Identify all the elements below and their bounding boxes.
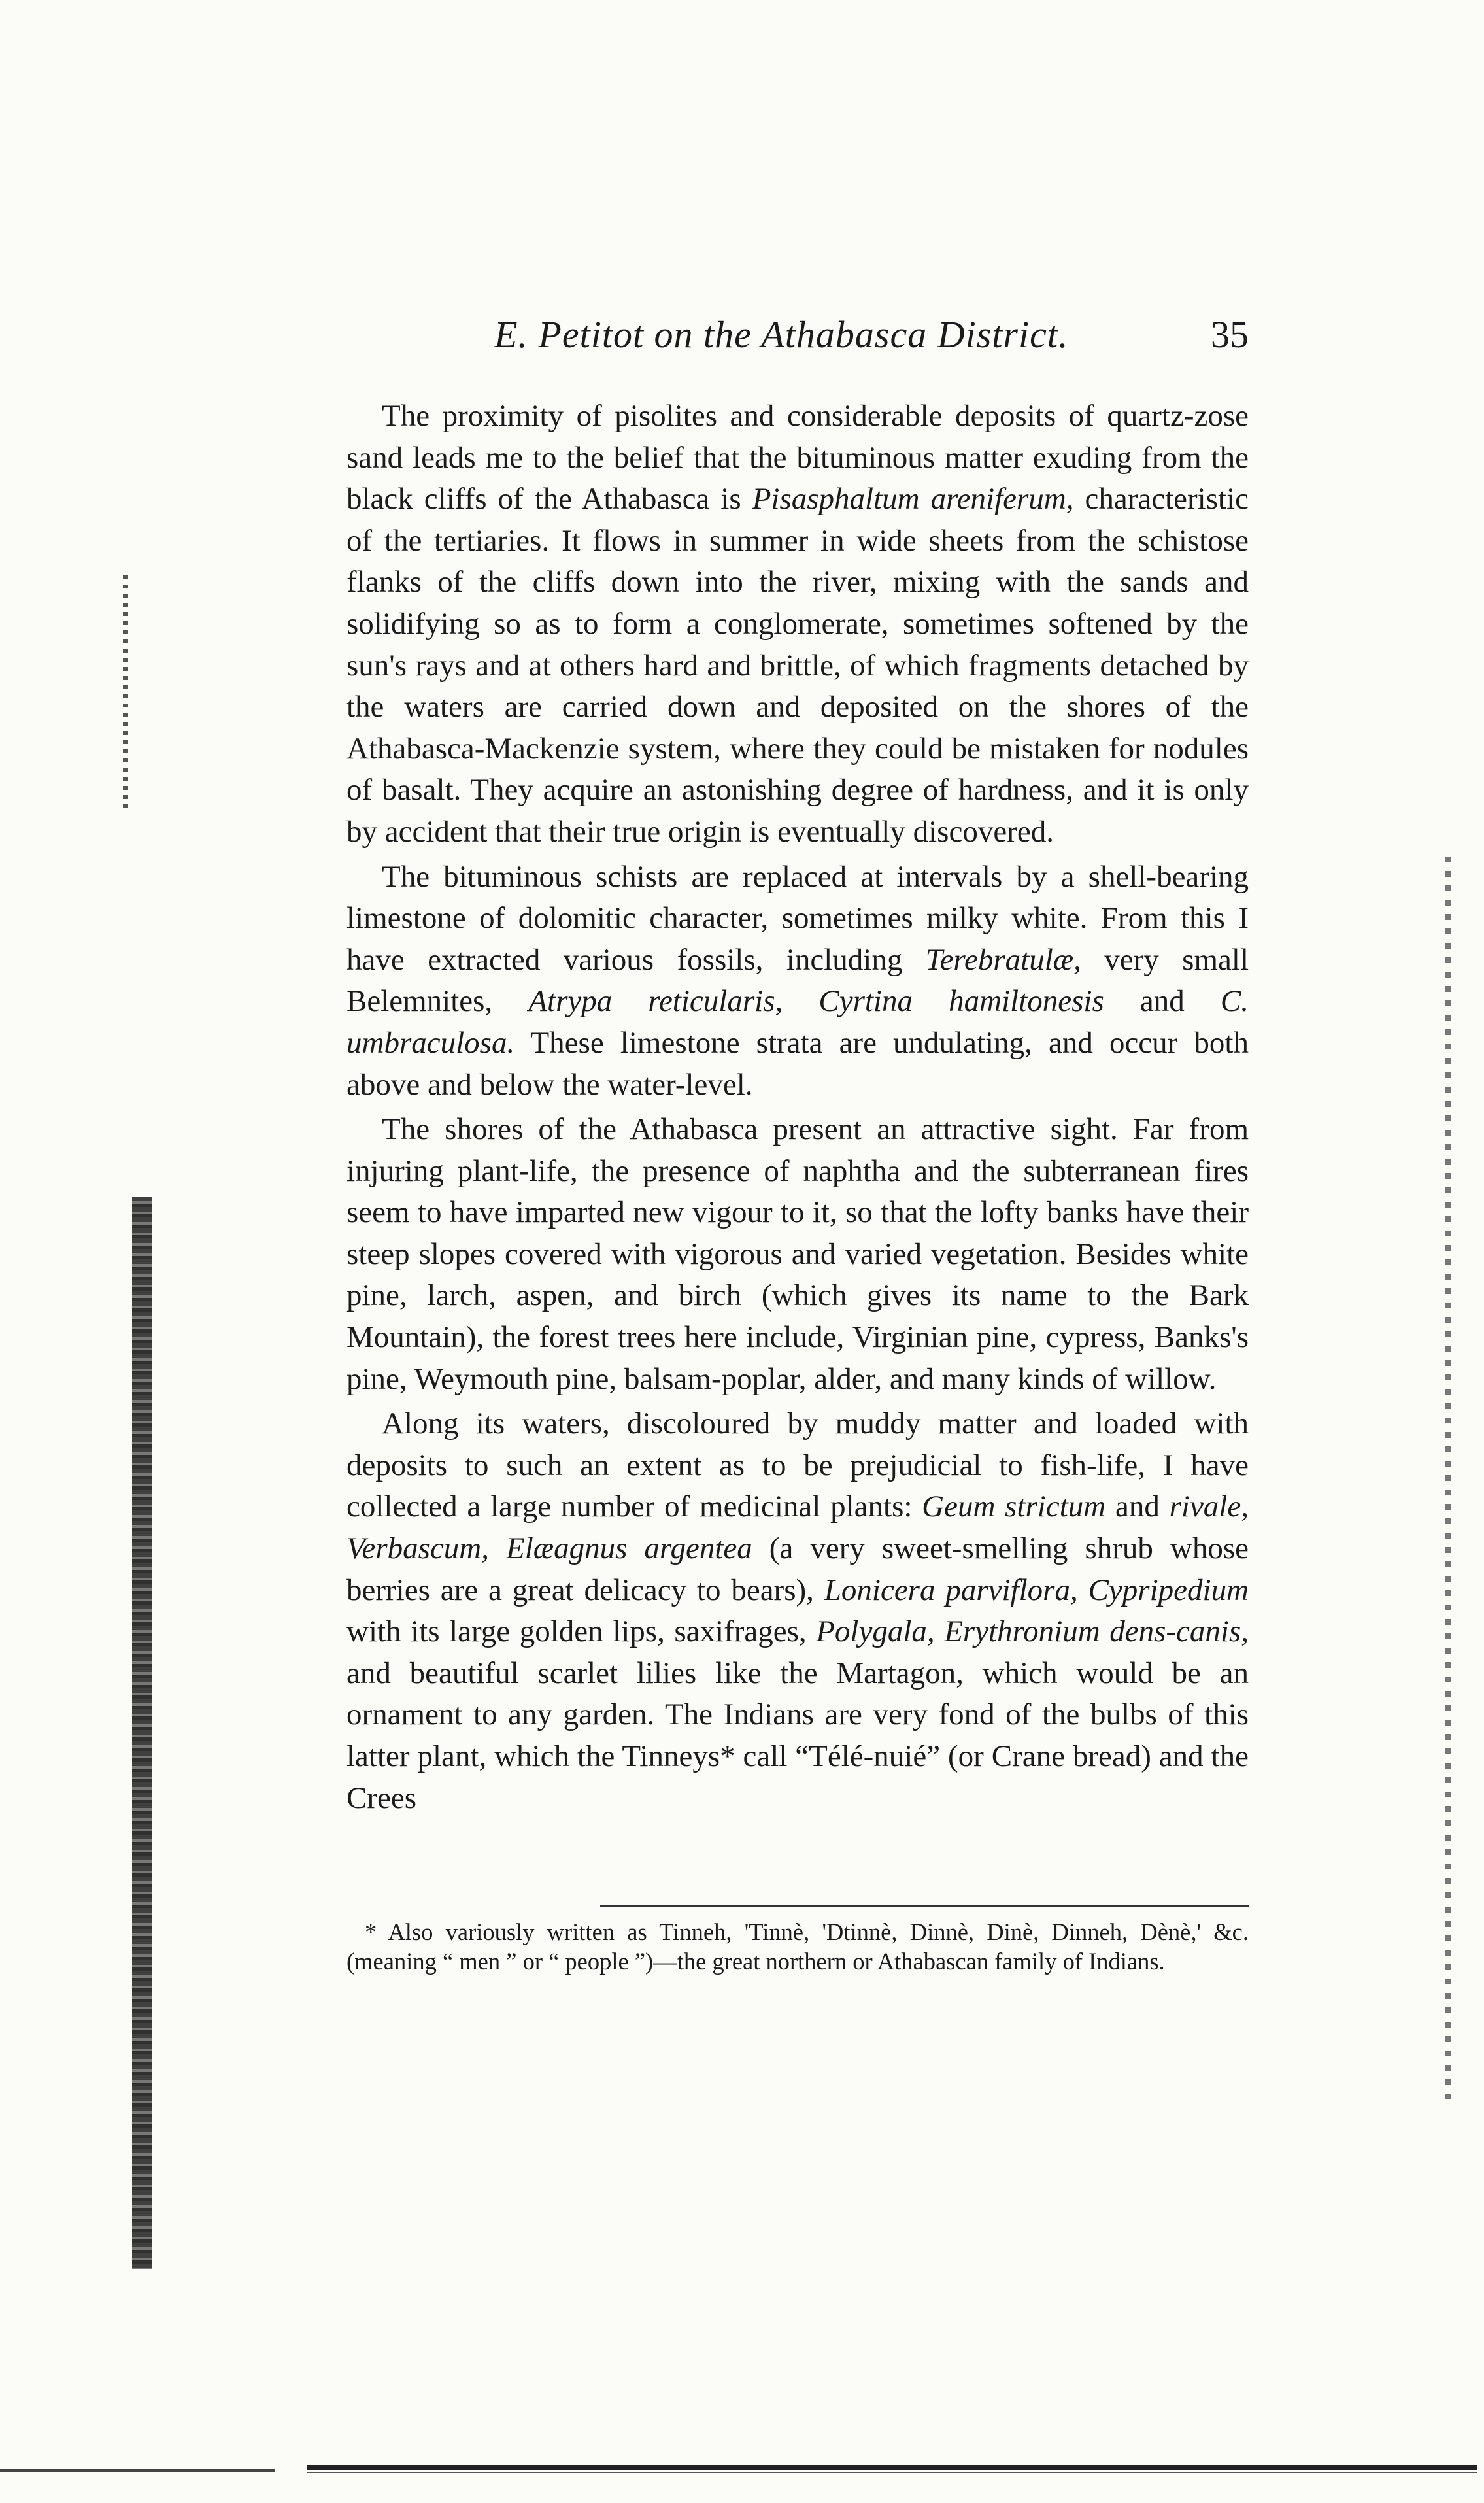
text-run: very small Belemnites, xyxy=(346,942,1249,1019)
text-run: Along its waters, discoloured by muddy matter and loaded with deposits to such an extent as to be prejudicial to fish-life, I have collected a large number of medicinal plants: xyxy=(346,1406,1249,1524)
footnote-rule xyxy=(600,1905,1249,1907)
text-run: These limestone strata are undulating, and occur both above and below the water-level. xyxy=(346,1025,1249,1102)
text-run: characteristic of the tertiaries. It flows in summer in wide sheets from the schistose flanks of the cliffs down into the river, mixing with the sands and solidifying so as to form a conglomerate, sometimes softened by the sun's rays and at others hard and brittle, of which fragments detached by the waters are carried down and deposited on the shores of the Athabasca-Mackenzie system, where they could be mistaken for nodules of basalt. They acquire an astonishing degree of hardness, and it is only by accident that their true origin is eventually discovered. xyxy=(346,482,1249,849)
italic-run: Pisasphaltum areniferum, xyxy=(752,482,1074,517)
paragraph xyxy=(346,1109,1249,1400)
italic-run: Polygala, Erythronium dens-canis, xyxy=(816,1614,1249,1649)
text-run: The proximity of pisolites and considerable deposits of quartz-zose sand leads me to the belief that the bituminous matter exuding from the black cliffs of the Athabasca is xyxy=(346,399,1249,517)
paragraph xyxy=(346,857,1249,1106)
italic-run: Terebratulæ, xyxy=(925,942,1081,977)
text-run: (a very sweet-smelling shrub whose berries are a great delicacy to bears), xyxy=(346,1531,1249,1607)
text-run: The shores of the Athabasca present an attractive sight. Far from injuring plant-life, the presence of naphtha and the subterranean fires seem to have imparted new vigour to it, so that the lofty banks have their steep slopes covered with vigorous and varied vegetation. Besides white pine, larch, aspen, and birch (which gives its name to the Bark Mountain), the forest trees here include, Virginian pine, cypress, Banks's pine, Weymouth pine, balsam-poplar, alder, and many kinds of willow. xyxy=(346,1112,1249,1396)
page-number: 35 xyxy=(1211,313,1249,356)
paragraph xyxy=(346,1403,1249,1819)
running-title: E. Petitot on the Athabasca District. xyxy=(494,313,1069,356)
italic-run: C. umbraculosa. xyxy=(346,984,1249,1060)
page-header xyxy=(346,313,1249,371)
footnote xyxy=(346,1917,1249,1976)
italic-run: Lonicera parviflora, Cypripedium xyxy=(824,1573,1249,1607)
text-run: and xyxy=(1105,1490,1170,1524)
scan-binding-edge-top xyxy=(123,575,128,811)
paragraph xyxy=(346,396,1249,853)
text-run: with its large golden lips, saxifrages, xyxy=(346,1614,817,1649)
footnote-text: * Also variously written as Tinneh, 'Tinnè, 'Dtinnè, Dinnè, Dinè, Dinneh, Dènè,' &c. (meaning “ men ” or “ people ”)—the great northern or Athabascan family of Indians. xyxy=(346,1918,1249,1975)
bottom-rule-left xyxy=(0,2469,275,2472)
body-text xyxy=(346,396,1249,1819)
text-run: The bituminous schists are replaced at intervals by a shell-bearing limestone of dolomitic character, sometimes milky white. From this I have extracted various fossils, including xyxy=(346,859,1249,977)
scan-binding-edge xyxy=(132,1197,152,2269)
scan-page-edge-right xyxy=(1445,857,1451,2099)
italic-run: rivale, Verbascum, Elæagnus argentea xyxy=(346,1490,1249,1566)
italic-run: Geum strictum xyxy=(922,1490,1106,1524)
text-run: and beautiful scarlet lilies like the Martagon, which would be an ornament to any garden. The Indians are very fond of the bulbs of this latter plant, which the Tinneys* call “Télé-nuié” (or Crane bread) and the Crees xyxy=(346,1656,1249,1815)
text-run: and xyxy=(1104,984,1221,1019)
italic-run: Atrypa reticularis, Cyrtina hamiltonesis xyxy=(528,984,1104,1019)
bottom-rule xyxy=(307,2465,1477,2474)
